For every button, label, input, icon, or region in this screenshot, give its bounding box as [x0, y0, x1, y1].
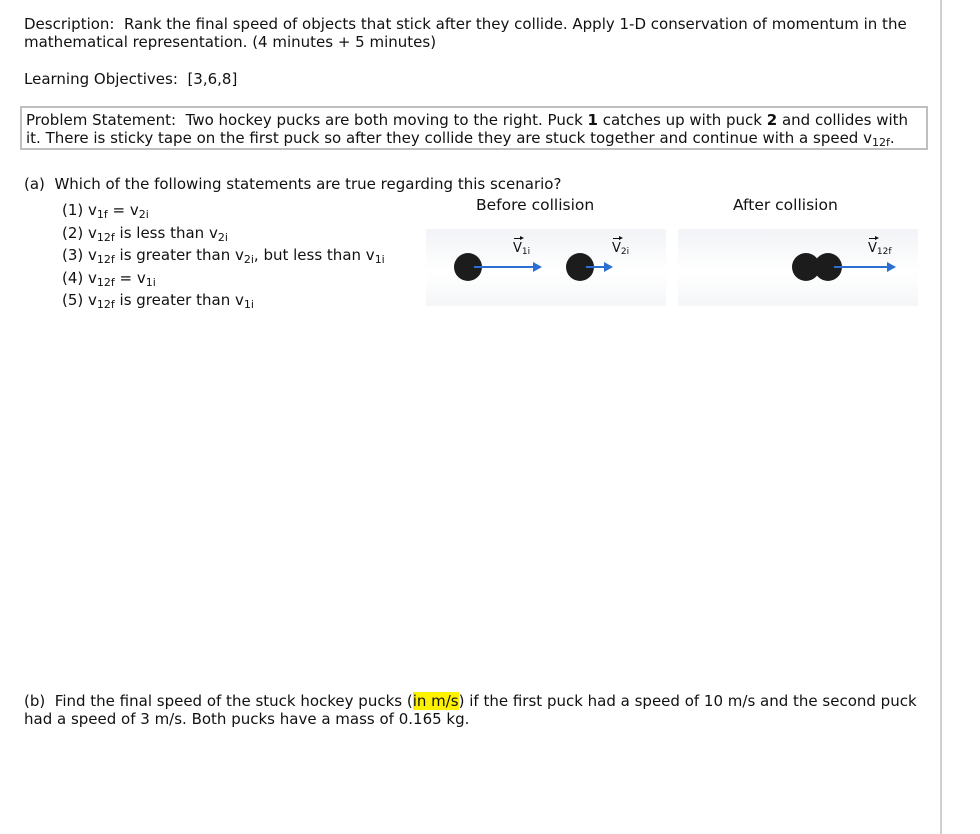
problem-label: Problem Statement:: [26, 111, 177, 129]
velocity-subscript: 1i: [521, 247, 531, 257]
description-label: Description:: [24, 15, 115, 33]
option-sub: 1f: [96, 208, 108, 221]
option-relation: is greater than: [114, 246, 235, 264]
option-number: (4): [62, 268, 84, 287]
option-number: (1): [62, 201, 84, 219]
velocity-symbol: V: [513, 241, 522, 256]
problem-text: .: [889, 129, 895, 147]
velocity-subscript: 2i: [620, 247, 630, 257]
option-sub: 2i: [217, 230, 228, 244]
before-collision-label: Before collision: [476, 196, 595, 214]
option-5: [62, 289, 385, 312]
problem-statement-box: [20, 106, 928, 150]
option-relation: is less than: [114, 223, 209, 242]
option-var: v: [365, 246, 375, 264]
option-relation: =: [114, 268, 137, 287]
option-3: [62, 244, 385, 267]
option-relation: is greater than: [114, 291, 235, 309]
highlighted-units: in m/s: [412, 692, 459, 710]
after-collision-figure: [678, 229, 918, 306]
velocity-arrow-2: [586, 266, 611, 268]
learning-objectives-value: [3,6,8]: [187, 70, 238, 88]
after-collision-label: After collision: [733, 196, 838, 214]
description: [24, 15, 924, 51]
option-sub: 1i: [243, 298, 254, 311]
option-var: v: [88, 201, 97, 219]
part-a-question-text: Which of the following statements are true regarding this scenario?: [54, 175, 562, 193]
velocity-arrow-1: [474, 266, 540, 268]
option-var: v: [88, 223, 97, 242]
before-collision-figure: [426, 229, 666, 306]
part-b-label: (b): [24, 692, 46, 710]
option-number: (2): [62, 223, 84, 242]
velocity-label-12: [868, 241, 892, 256]
option-sub: 2i: [243, 253, 254, 266]
page-right-border: [940, 0, 942, 834]
velocity-arrow-12: [834, 266, 894, 268]
part-b-text: Find the final speed of the stuck hockey pucks (: [54, 692, 413, 710]
option-var: v: [129, 201, 139, 219]
option-var: v: [208, 223, 218, 242]
velocity-label-2: [612, 241, 629, 256]
learning-objectives: [24, 70, 237, 88]
option-number: (5): [62, 291, 84, 309]
problem-text: and collides with it. There is sticky tape on the first puck so after they collide they are stuck together and continue with a speed: [26, 111, 909, 147]
velocity-symbol: V: [612, 241, 621, 256]
problem-text: catches up with puck: [597, 111, 767, 129]
option-var: v: [88, 268, 97, 287]
options-list: [62, 199, 385, 312]
option-2: [62, 222, 385, 245]
option-1: [62, 199, 385, 222]
option-sub: 1i: [145, 275, 156, 289]
velocity-label-1: [513, 241, 530, 256]
option-var: v: [234, 291, 244, 309]
description-text: Rank the final speed of objects that stick after they collide. Apply 1-D conservation of momentum in the mathematical representation. (4 minutes + 5 minutes): [24, 15, 907, 51]
puck-2-number: 2: [766, 111, 778, 129]
option-relation: , but less than: [253, 246, 366, 264]
option-var: v: [234, 246, 244, 264]
part-b-text: ) if the first puck had a speed of 10 m/s and the second puck had a speed of 3 m/s. Both pucks have a mass of 0.165 kg.: [24, 692, 917, 728]
puck-1-number: 1: [587, 111, 598, 129]
option-sub: 2i: [138, 208, 149, 221]
part-a-label: (a): [24, 175, 45, 193]
option-var: v: [136, 268, 146, 287]
velocity-symbol: V: [868, 241, 877, 256]
option-sub: 1i: [374, 253, 385, 266]
option-sub: 12f: [96, 253, 115, 266]
option-sub: 12f: [96, 298, 115, 311]
option-var: v: [88, 246, 97, 264]
part-a-question: [24, 175, 561, 193]
problem-text: Two hockey pucks are both moving to the right. Puck: [185, 111, 588, 129]
option-4: [62, 267, 385, 290]
option-number: (3): [62, 246, 84, 264]
option-sub: 12f: [96, 275, 115, 289]
velocity-subscript: 12f: [876, 247, 892, 257]
speed-variable: v: [863, 129, 872, 147]
part-b-question: [24, 692, 939, 728]
speed-variable-subscript: 12f: [872, 136, 890, 149]
learning-objectives-label: Learning Objectives:: [24, 70, 178, 88]
option-var: v: [88, 291, 97, 309]
option-relation: =: [107, 201, 130, 219]
option-sub: 12f: [96, 230, 115, 244]
